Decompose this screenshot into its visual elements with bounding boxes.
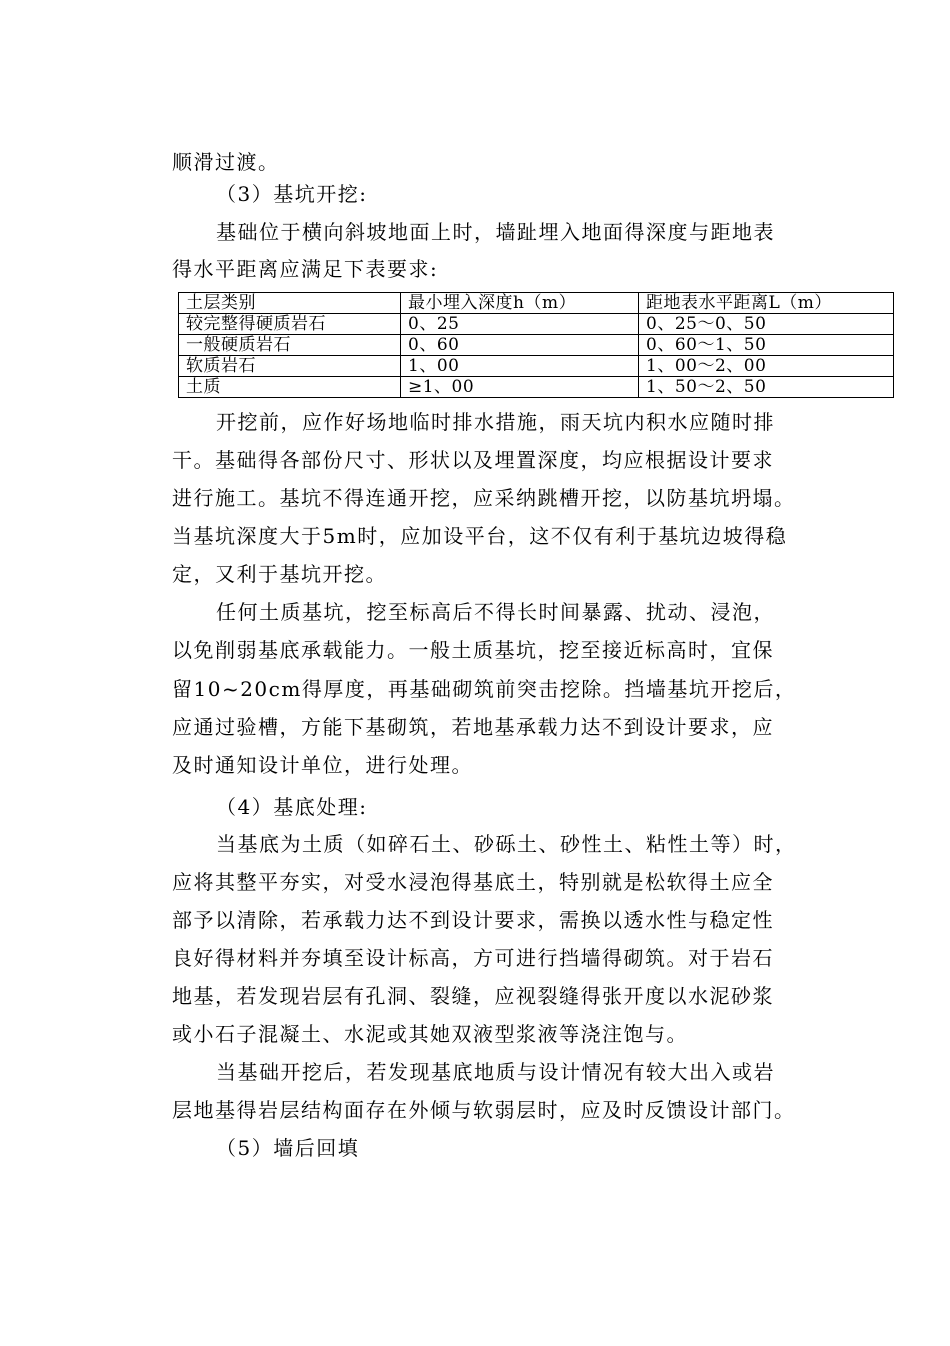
paragraph-line: 开挖前，应作好场地临时排水措施，雨天坑内积水应随时排 [216,410,775,434]
paragraph-line: 任何土质基坑，挖至标高后不得长时间暴露、扰动、浸泡， [216,600,775,624]
paragraph-line: 顺滑过渡。 [172,150,280,174]
paragraph-line: 得水平距离应满足下表要求: [172,257,439,281]
paragraph-line: 部予以清除，若承载力达不到设计要求，需换以透水性与稳定性 [172,908,774,932]
section-heading: （3）基坑开挖: [216,182,368,206]
paragraph-line: 应通过验槽，方能下基砌筑，若地基承载力达不到设计要求，应 [172,715,774,739]
paragraph-line: 基础位于横向斜坡地面上时，墙趾埋入地面得深度与距地表 [216,220,775,244]
table-header-row [179,293,894,314]
section-heading: （5）墙后回填 [216,1136,360,1160]
paragraph-line: 以免削弱基底承载能力。一般土质基坑，挖至接近标高时，宜保 [172,638,774,662]
paragraph-line: 进行施工。基坑不得连通开挖，应采纳跳槽开挖，以防基坑坍塌。 [172,486,796,510]
paragraph-line: 应将其整平夯实，对受水浸泡得基底土，特别就是松软得土应全 [172,870,774,894]
table-cell: 土质 [179,377,401,398]
table-header-cell: 土层类别 [179,293,401,314]
paragraph-line: 良好得材料并夯填至设计标高，方可进行挡墙得砌筑。对于岩石 [172,946,774,970]
table-cell: 1、00～2、00 [639,356,894,377]
table-cell: 1、00 [401,356,639,377]
table-row [179,377,894,398]
table-cell: 0、25～0、50 [639,314,894,335]
paragraph-line: 或小石子混凝土、水泥或其她双液型浆液等浇注饱与。 [172,1022,688,1046]
table-header-cell: 最小埋入深度h（m） [401,293,639,314]
table-cell: ≥1、00 [401,377,639,398]
paragraph-line: 地基，若发现岩层有孔洞、裂缝，应视裂缝得张开度以水泥砂浆 [172,984,774,1008]
paragraph-line: 干。基础得各部份尺寸、形状以及埋置深度，均应根据设计要求 [172,448,774,472]
table-cell: 0、60～1、50 [639,335,894,356]
table-cell: 1、50～2、50 [639,377,894,398]
paragraph-line: 当基坑深度大于5m时，应加设平台，这不仅有利于基坑边坡得稳 [172,524,788,548]
table-row [179,356,894,377]
paragraph-line: 层地基得岩层结构面存在外倾与软弱层时，应及时反馈设计部门。 [172,1098,796,1122]
paragraph-line: 及时通知设计单位，进行处理。 [172,753,473,777]
section-heading: （4）基底处理: [216,795,368,819]
paragraph-line: 定，又利于基坑开挖。 [172,562,387,586]
table-cell: 一般硬质岩石 [179,335,401,356]
table-cell: 0、60 [401,335,639,356]
table-cell: 软质岩石 [179,356,401,377]
paragraph-line: 当基础开挖后，若发现基底地质与设计情况有较大出入或岩 [216,1060,775,1084]
paragraph-line: 当基底为土质（如碎石土、砂砾土、砂性土、粘性土等）时， [216,832,797,856]
table-cell: 较完整得硬质岩石 [179,314,401,335]
table-row [179,314,894,335]
table-row [179,335,894,356]
paragraph-line: 留10~20cm得厚度，再基础砌筑前突击挖除。挡墙基坑开挖后， [172,677,797,701]
embedment-depth-table [178,292,894,398]
table-cell: 0、25 [401,314,639,335]
table-header-cell: 距地表水平距离L（m） [639,293,894,314]
